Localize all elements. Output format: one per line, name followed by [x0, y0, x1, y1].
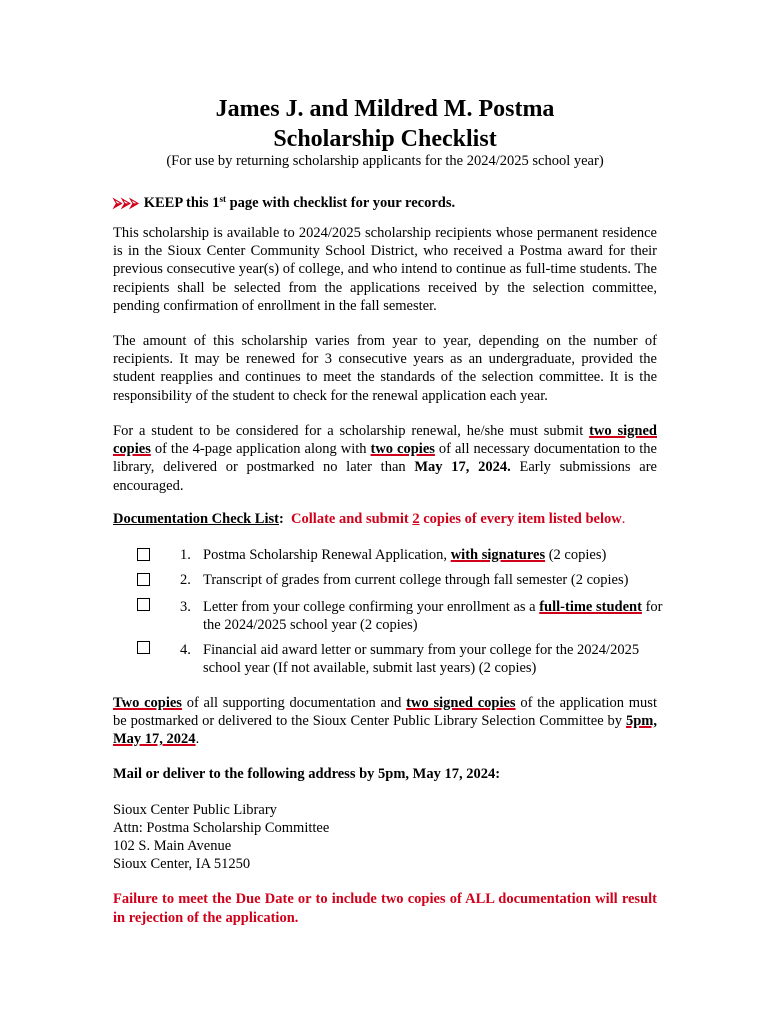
submission-text: of all necessary documentation to the library, delivered or postmarked no later than: [113, 441, 657, 476]
keep-note-superscript: st: [219, 194, 226, 204]
instruction-number: 2: [412, 511, 420, 527]
paragraph-submission: [113, 422, 657, 495]
item-number: 1.: [180, 547, 191, 563]
item-text-part: (2 copies): [545, 547, 607, 563]
paragraph-amount: The amount of this scholarship varies from year to year, depending on the number of recipients. It may be renewed for 3 consecutive years as an undergraduate, provided the student reapplies and continues to meet the standards of the selection committee. It is the responsibility of the student to check for the renewal application each year.: [113, 333, 657, 404]
two-copies-emphasis: Two copies: [113, 695, 182, 711]
item-text-part: Postma Scholarship Renewal Application,: [203, 547, 451, 563]
address-line: Sioux Center, IA 51250: [113, 856, 251, 872]
submission-text: of the 4-page application along with: [150, 441, 371, 458]
item-emphasis: with signatures: [450, 547, 546, 563]
paragraph-eligibility: This scholarship is available to 2024/2025 scholarship recipients whose permanent residence is in the Sioux Center Community School District, who received a Postma award for their previous consecutive year(s) of college, and who intend to continue as full-time students. The recipients shall be selected from the applications received by the selection committee, pending confirmation of enrollment in the fall semester.: [113, 225, 657, 314]
checklist-colon: :: [278, 511, 284, 527]
two-signed-copies-emphasis: two signed copies: [406, 695, 516, 711]
supporting-text: of the application must be postmarked or delivered to the Sioux Center Public Library Selection Committee by: [113, 695, 657, 730]
two-copies-emphasis: two copies: [370, 441, 435, 458]
keep-note: [113, 190, 455, 212]
item-number: 3.: [180, 599, 191, 615]
item-text-part: Transcript of grades from current college through fall semester (2 copies): [203, 572, 629, 588]
item-text-part: Letter from your college confirming your enrollment as a: [203, 599, 540, 615]
item-text: [203, 571, 663, 589]
page-subtitle: (For use by returning scholarship applicants for the 2024/2025 school year): [166, 153, 604, 169]
mailing-address: [113, 801, 329, 873]
item-text-part: for the 2024/2025 school year (2 copies): [203, 599, 663, 633]
address-line: Sioux Center Public Library: [113, 802, 277, 818]
checkbox[interactable]: [137, 573, 150, 586]
item-number: 4.: [180, 642, 191, 658]
keep-note-text: KEEP this 1: [143, 195, 220, 211]
submission-date: May 17, 2024.: [414, 459, 511, 476]
item-text: [203, 546, 663, 564]
item-text-part: Financial aid award letter or summary from your college for the 2024/2025 school year (If not available, submit last years) (2 copies): [203, 642, 640, 676]
item-text: [203, 598, 663, 634]
failure-notice: Failure to meet the Due Date or to include two copies of ALL documentation will result in rejection of the application.: [113, 891, 657, 926]
checklist-instruction: [291, 511, 625, 527]
mail-heading: Mail or deliver to the following address by 5pm, May 17, 2024:: [113, 766, 501, 782]
item-emphasis: full-time student: [539, 599, 642, 615]
two-signed-copies-emphasis: two signed copies: [113, 423, 657, 458]
item-number: 2.: [180, 572, 191, 588]
instruction-period: .: [621, 511, 626, 527]
checkbox[interactable]: [137, 641, 150, 654]
page-title-line1: James J. and Mildred M. Postma: [215, 96, 555, 122]
checkbox[interactable]: [137, 548, 150, 561]
submission-text: For a student to be considered for a scholarship renewal, he/she must submit: [113, 423, 590, 439]
address-line: Attn: Postma Scholarship Committee: [113, 820, 330, 836]
supporting-text: of all supporting documentation and: [181, 695, 407, 711]
item-text: [203, 641, 663, 677]
address-line: 102 S. Main Avenue: [113, 838, 232, 854]
arrows-icon: ⮚⮚⮚: [113, 195, 138, 210]
instruction-text: copies of every item listed below: [419, 511, 622, 527]
checklist-heading: [113, 510, 625, 528]
submission-text: Early submissions are encouraged.: [113, 459, 657, 494]
instruction-text: Collate and submit: [291, 511, 413, 527]
supporting-text: .: [195, 731, 200, 748]
paragraph-supporting-docs: [113, 694, 657, 749]
checklist-title: Documentation Check List: [113, 511, 279, 527]
page-title-line2: Scholarship Checklist: [273, 126, 497, 152]
deadline: 5pm, May 17, 2024: [113, 713, 657, 748]
keep-note-text-end: page with checklist for your records.: [225, 195, 456, 211]
checkbox[interactable]: [137, 598, 150, 611]
